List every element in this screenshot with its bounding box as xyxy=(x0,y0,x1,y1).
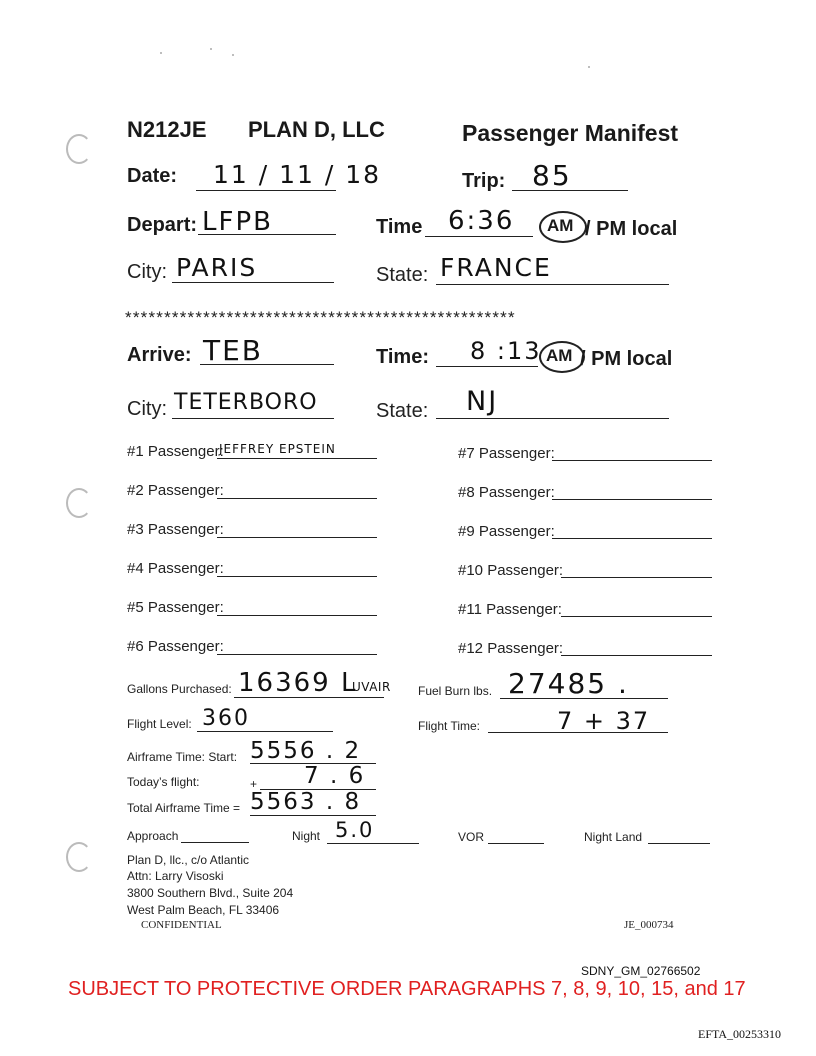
depart-am: AM xyxy=(547,216,574,235)
arrive-time-line xyxy=(436,366,538,367)
depart-state-label: State: xyxy=(376,264,429,286)
todays-flight-label: Today’s flight: xyxy=(127,775,200,789)
scan-speck xyxy=(210,48,212,50)
fuel-burn-value: 27485 . xyxy=(508,667,629,700)
depart-value: LFPB xyxy=(202,207,273,237)
address-line: 3800 Southern Blvd., Suite 204 xyxy=(127,886,294,900)
depart-state-value: FRANCE xyxy=(440,253,552,282)
depart-city-value: PARIS xyxy=(176,253,258,282)
total-airframe-value: 5563 . 8 xyxy=(250,789,362,815)
passenger-8-line xyxy=(552,499,712,500)
passenger-1-label: #1 Passenger: xyxy=(127,443,224,460)
approach-label: Approach xyxy=(127,829,179,843)
flight-level-line xyxy=(197,731,333,732)
arrive-value: TEB xyxy=(203,334,264,367)
night-line xyxy=(327,843,419,844)
arrive-label: Arrive: xyxy=(127,344,192,366)
passenger-2-line xyxy=(217,498,377,499)
passenger-9-line xyxy=(552,538,712,539)
scan-speck xyxy=(160,52,162,54)
sdny-bates-number: SDNY_GM_02766502 xyxy=(581,964,701,978)
fuel-burn-label: Fuel Burn lbs. xyxy=(418,684,493,698)
total-airframe-line xyxy=(250,815,376,816)
passenger-3-line xyxy=(217,537,377,538)
passenger-12-label: #12 Passenger: xyxy=(458,640,564,657)
night-value: 5.0 xyxy=(335,818,375,842)
gallons-value: 16369 L xyxy=(238,668,358,698)
passenger-4-line xyxy=(217,576,377,577)
arrive-city-line xyxy=(172,418,334,419)
passenger-12-line xyxy=(561,655,712,656)
night-land-line xyxy=(648,843,710,844)
depart-time-label: Time xyxy=(376,216,423,238)
scan-speck xyxy=(232,54,234,56)
passenger-6-line xyxy=(217,654,377,655)
gallons-line xyxy=(234,697,384,698)
flight-level-value: 360 xyxy=(202,706,250,731)
address-line: West Palm Beach, FL 33406 xyxy=(127,903,280,917)
arrive-state-value: NJ xyxy=(466,386,499,417)
confidential-stamp: CONFIDENTIAL xyxy=(141,919,222,931)
flight-level-label: Flight Level: xyxy=(127,717,192,731)
passenger-9-label: #9 Passenger: xyxy=(458,523,555,540)
date-label: Date: xyxy=(127,165,178,187)
passenger-5-label: #5 Passenger: xyxy=(127,599,224,616)
total-airframe-label: Total Airframe Time = xyxy=(127,801,241,815)
arrive-pm-local: / PM local xyxy=(580,348,673,370)
date-line xyxy=(196,190,336,191)
address-line: Attn: Larry Visoski xyxy=(127,869,224,883)
trip-line xyxy=(512,190,628,191)
depart-pm-local: / PM local xyxy=(585,218,678,240)
trip-value: 85 xyxy=(532,159,572,192)
todays-flight-value: 7 . 6 xyxy=(304,763,366,789)
passenger-8-label: #8 Passenger: xyxy=(458,484,555,501)
passenger-5-line xyxy=(217,615,377,616)
arrive-time-label: Time: xyxy=(376,346,429,368)
protective-order-notice: SUBJECT TO PROTECTIVE ORDER PARAGRAPHS 7, 8, 9, 10, 15, and 17 xyxy=(68,978,746,1000)
arrive-city-label: City: xyxy=(127,398,167,420)
vor-label: VOR xyxy=(458,830,485,844)
arrive-state-label: State: xyxy=(376,400,429,422)
arrive-time-value: 8 :13 xyxy=(470,337,542,365)
passenger-7-label: #7 Passenger: xyxy=(458,445,555,462)
depart-line xyxy=(198,234,336,235)
approach-line xyxy=(181,842,249,843)
passenger-10-label: #10 Passenger: xyxy=(458,562,564,579)
passenger-2-label: #2 Passenger: xyxy=(127,482,224,499)
binder-hole-icon xyxy=(66,134,92,164)
passenger-3-label: #3 Passenger: xyxy=(127,521,224,538)
depart-city-label: City: xyxy=(127,261,167,283)
gallons-label: Gallons Purchased: xyxy=(127,682,232,696)
flight-time-value: 7 + 37 xyxy=(557,707,651,735)
depart-time-line xyxy=(425,236,533,237)
arrive-state-line xyxy=(436,418,669,419)
binder-hole-icon xyxy=(66,842,92,872)
vor-line xyxy=(488,843,544,844)
arrive-am: AM xyxy=(546,346,573,365)
address-line: Plan D, llc., c/o Atlantic xyxy=(127,853,250,867)
depart-label: Depart: xyxy=(127,214,198,236)
form-title: Passenger Manifest xyxy=(462,120,679,146)
tail-number: N212JE xyxy=(127,117,207,142)
efta-bates-number: EFTA_00253310 xyxy=(698,1027,782,1041)
passenger-4-label: #4 Passenger: xyxy=(127,560,224,577)
passenger-7-line xyxy=(552,460,712,461)
depart-state-line xyxy=(436,284,669,285)
je-bates-number: JE_000734 xyxy=(624,919,674,931)
passenger-11-label: #11 Passenger: xyxy=(458,601,562,618)
night-land-label: Night Land xyxy=(584,830,643,844)
trip-label: Trip: xyxy=(462,170,506,192)
passenger-1-value: JEFFREY EPSTEIN xyxy=(219,442,336,456)
night-label: Night xyxy=(292,829,321,843)
gallons-note: UVAIR xyxy=(352,680,391,694)
flight-time-label: Flight Time: xyxy=(418,719,481,733)
arrive-line xyxy=(200,364,334,365)
passenger-6-label: #6 Passenger: xyxy=(127,638,224,655)
passenger-1-line xyxy=(217,458,377,459)
flight-time-line xyxy=(488,732,668,733)
arrive-city-value: TETERBORO xyxy=(174,390,318,415)
binder-hole-icon xyxy=(66,488,92,518)
company-name: PLAN D, LLC xyxy=(248,117,385,142)
airframe-start-label: Airframe Time: Start: xyxy=(127,750,238,764)
passenger-10-line xyxy=(561,577,712,578)
airframe-start-value: 5556 . 2 xyxy=(250,738,362,764)
depart-time-value: 6:36 xyxy=(448,206,515,236)
todays-flight-plus: + xyxy=(250,777,258,791)
separator-asterisks: ************************************************** xyxy=(125,308,516,327)
passenger-11-line xyxy=(561,616,712,617)
date-value: 11 / 11 / 18 xyxy=(213,160,382,189)
depart-city-line xyxy=(172,282,334,283)
scan-speck xyxy=(588,66,590,68)
fuel-burn-line xyxy=(500,698,668,699)
